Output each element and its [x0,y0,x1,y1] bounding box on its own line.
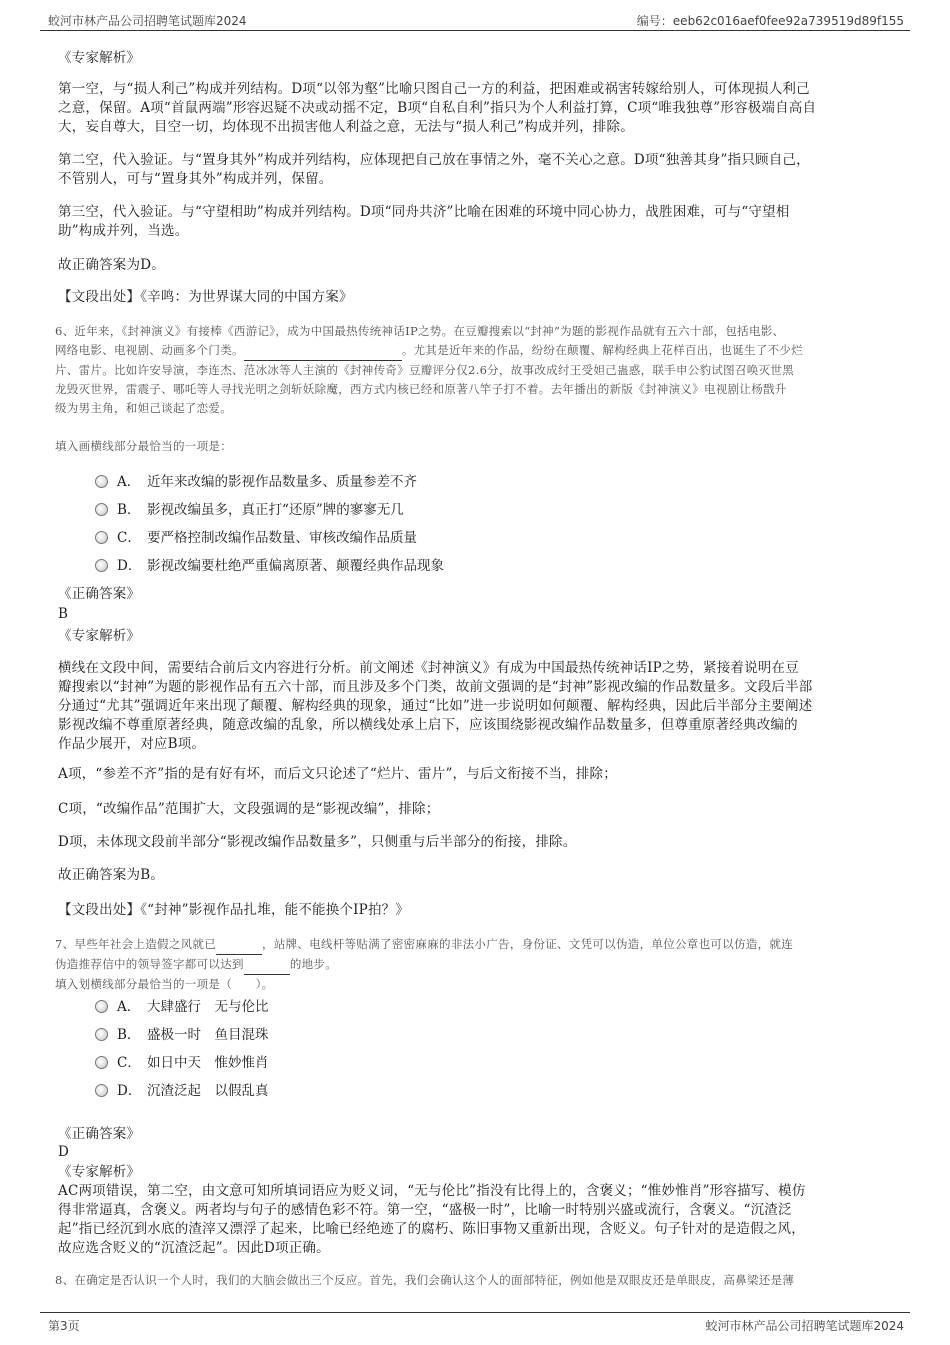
q5-analysis-label: 《专家解析》 [58,50,141,66]
q8-stem: 8、在确定是否认识一个人时，我们的大脑会做出三个反应。首先，我们会确认这个人的面部特征，例如他是双眼皮还是单眼皮，高鼻梁还是薄 [55,1273,795,1287]
text-line: 瓣搜索以“封神”为题的影视作品有五六十部，而且涉及多个门类，故前文强调的是“封神”影视改编的作品数量多。文段后半部 [58,679,813,695]
q6-answer-label: 《正确答案》 [58,586,141,602]
q7-prompt: 填入划横线部分最恰当的一项是（ ）。 [55,977,274,991]
text-line: 起”指已经沉到水底的渣滓又漂浮了起来，比喻已经绝迹了的腐朽、陈旧事物又重新出现，含贬义。句子针对的是造假之风， [58,1221,805,1237]
text-line: AC两项错误，第二空，由文意可知所填词语应为贬义词，“无与伦比”指没有比得上的，含褒义；“惟妙惟肖”形容描写、模仿 [58,1183,806,1199]
radio-icon[interactable] [95,559,108,572]
q6-note-c: C项，“改编作品”范围扩大，文段强调的是“影视改编”，排除； [58,801,440,817]
q6-option-a[interactable]: A． 近年来改编的影视作品数量多、质量参差不齐 [95,471,417,493]
text-line: 7、早些年社会上造假之风就已 ，站牌、电线杆等贴满了密密麻麻的非法小广告，身份证、文凭可以伪造，单位公章也可以仿造，就连 [55,935,895,955]
q6-note-d: D项，未体现文段前半部分“影视改编作品数量多”，只侧重与后半部分的衔接，排除。 [58,834,577,850]
text-line: 助”构成并列，当选。 [58,223,189,239]
radio-icon[interactable] [95,503,108,516]
q7-option-c[interactable]: C． 如日中天 惟妙惟肖 [95,1052,269,1074]
text-line: 级为男主角，和妲己谈起了恋爱。 [55,401,232,415]
q6-stem [55,322,895,418]
q6-source: 【文段出处】《“封神”影视作品扎堆，能不能换个IP拍？》 [58,902,410,918]
q7-option-d[interactable]: D． 沉渣泛起 以假乱真 [95,1080,269,1102]
text-line: 影视改编不尊重原著经典，随意改编的乱象，所以横线处承上启下，应该围绕影视改编作品数量多，但尊重原著经典改编的 [58,717,798,733]
text-line: 网络电影、电视剧、动画多个门类。 。尤其是近年来的作品，纷纷在颠覆、解构经典上花样百出，也诞生了不少烂 [55,341,895,361]
q6-conclusion: 故正确答案为B。 [58,867,165,883]
page-number: 第3页 [48,1319,80,1333]
q7-stem [55,935,895,994]
fill-blank [216,935,262,955]
radio-icon[interactable] [95,475,108,488]
q6-option-c[interactable]: C． 要严格控制改编作品数量、审核改编作品质量 [95,527,417,549]
q6-option-d[interactable]: D． 影视改编要杜绝严重偏离原著、颠覆经典作品现象 [95,555,444,577]
q7-answer-label: 《正确答案》 [58,1126,141,1142]
radio-icon[interactable] [95,531,108,544]
text-line: 龙毁灭世界，雷震子、哪吒等人寻找光明之剑斩妖除魔，西方式内核已经和原著八竿子打不着。去年播出的新版《封神演义》电视剧让杨戬升 [55,382,787,396]
page-footer [40,1312,910,1343]
text-line: 第一空，与“损人利己”构成并列结构。D项“以邻为壑”比喻只图自己一方的利益，把困难或祸害转嫁给别人，可体现损人利己 [58,81,810,97]
fill-blank [244,955,290,975]
text-line: 第三空，代入验证。与“守望相助”构成并列结构。D项“同舟共济”比喻在困难的环境中同心协力，战胜困难，可与“守望相 [58,204,790,220]
radio-icon[interactable] [95,1056,108,1069]
q5-conclusion: 故正确答案为D。 [58,257,165,273]
q6-analysis [58,659,898,754]
page-header [40,0,910,31]
text-line: 片、雷片。比如许安导演，李连杰、范冰冰等人主演的《封神传奇》豆瓣评分仅2.6分，故事改成纣王受妲己蛊惑，联手申公豹试图召唤灭世黑 [55,363,794,377]
q6-option-b[interactable]: B． 影视改编虽多，真正打“还原”牌的寥寥无几 [95,499,404,521]
radio-icon[interactable] [95,1028,108,1041]
text-line: 大，妄自尊大，目空一切，均体现不出损害他人利益之意，无法与“损人利己”构成并列，排除。 [58,119,634,135]
text-line: 作品少展开，对应B项。 [58,736,206,752]
radio-icon[interactable] [95,1000,108,1013]
text-line: 横线在文段中间，需要结合前后文内容进行分析。前文阐述《封神演义》有成为中国最热传统神话IP之势，紧接着说明在豆 [58,660,799,676]
text-line: 伪造推荐信中的领导签字都可以达到 的地步。 [55,955,895,975]
q7-analysis [58,1182,898,1258]
header-title: 蛟河市林产品公司招聘笔试题库2024 [48,14,247,28]
q7-analysis-label: 《专家解析》 [58,1164,141,1180]
text-line: 6、近年来，《封神演义》有接棒《西游记》，成为中国最热传统神话IP之势。在豆瓣搜索以“封神”为题的影视作品就有五六十部，包括电影、 [55,324,785,338]
text-line: 不管别人，可与“置身其外”构成并列，保留。 [58,171,333,187]
q5-source: 【文段出处】《辛鸣：为世界谋大同的中国方案》 [58,289,353,305]
text-line: 分通过“尤其”强调近年来出现了颠覆、解构经典的现象，通过“比如”进一步说明如何颠覆、解构经典，因此后半部分主要阐述 [58,698,813,714]
q5-analysis-para3 [58,203,898,241]
header-serial: 编号：eeb62c016aef0fee92a739519d89f155 [636,14,904,28]
q6-note-a: A项，“参差不齐”指的是有好有坏，而后文只论述了“烂片、雷片”，与后文衔接不当，排除； [58,766,617,782]
q6-prompt: 填入画横线部分最恰当的一项是： [55,439,232,453]
text-line: 之意，保留。A项“首鼠两端”形容迟疑不决或动摇不定，B项“自私自利”指只为个人利益打算，C项“唯我独尊”形容极端自高自 [58,100,817,116]
q6-analysis-label: 《专家解析》 [58,628,141,644]
text-line: 故应选含贬义的“沉渣泛起”。因此D项正确。 [58,1240,330,1256]
text-line: 得非常逼真，含褒义。两者均与句子的感情色彩不符。第一空，“盛极一时”，比喻一时特别兴盛或流行，含褒义。“沉渣泛 [58,1202,792,1218]
q7-answer: D [58,1144,70,1160]
text-line: 第二空，代入验证。与“置身其外”构成并列结构，应体现把自己放在事情之外，毫不关心之意。D项“独善其身”指只顾自己， [58,152,810,168]
radio-icon[interactable] [95,1084,108,1097]
q5-analysis-para1 [58,80,898,137]
q6-answer: B [58,606,69,622]
fill-blank [244,341,402,361]
q7-option-a[interactable]: A． 大肆盛行 无与伦比 [95,996,269,1018]
footer-title: 蛟河市林产品公司招聘笔试题库2024 [705,1319,904,1333]
q7-option-b[interactable]: B． 盛极一时 鱼目混珠 [95,1024,269,1046]
q5-analysis-para2 [58,151,898,189]
